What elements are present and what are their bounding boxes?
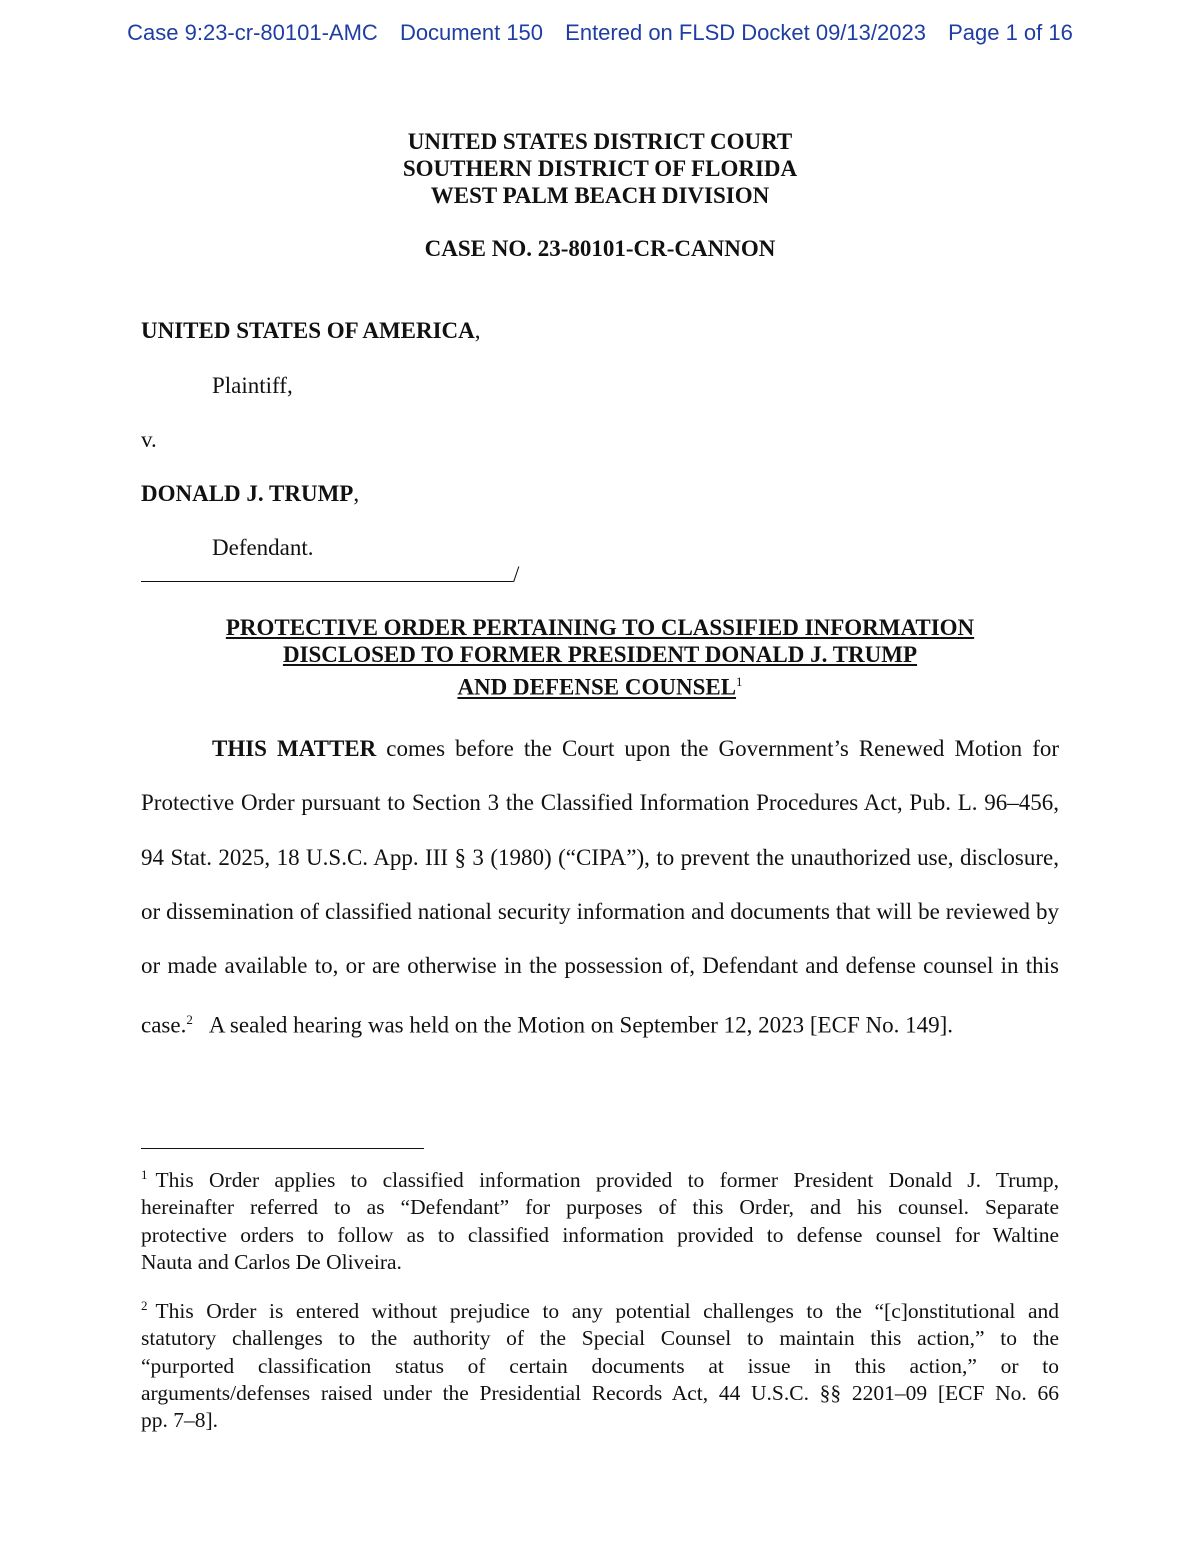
plaintiff-line <box>141 318 481 344</box>
footnote-1-line-2: hereinafter referred to as “Defendant” for purposes of this Order, and his counsel. Separate <box>141 1195 1059 1220</box>
footnote-ref-1: 1 <box>736 674 743 689</box>
body-lead: THIS MATTER <box>212 736 377 761</box>
docket-document-number: Document 150 <box>399 20 544 45</box>
order-title-line-3: AND DEFENSE COUNSEL <box>457 674 737 700</box>
order-title-line-1: PROTECTIVE ORDER PERTAINING TO CLASSIFIED INFORMATION <box>225 615 975 640</box>
footnote-1 <box>141 1161 1059 1276</box>
order-title <box>0 614 1200 701</box>
plaintiff-name: UNITED STATES OF AMERICA <box>141 318 475 343</box>
body-line-2: Protective Order pursuant to Section 3 the Classified Information Procedures Act, Pub. L. 96–456, <box>141 790 1059 816</box>
defendant-name: DONALD J. TRUMP <box>141 481 354 506</box>
footnote-2-line-3: “purported classification status of certain documents at issue in this action,” or to <box>141 1353 1059 1378</box>
body-line-6-text: A sealed hearing was held on the Motion on September 12, 2023 [ECF No. 149]. <box>208 1013 953 1039</box>
footnote-1-number: 1 <box>141 1167 148 1182</box>
footnote-2-line-5: pp. 7–8]. <box>141 1407 219 1432</box>
body-line-4: or dissemination of classified national security information and documents that will be reviewed by <box>141 898 1059 924</box>
caption-rule <box>141 563 513 582</box>
court-name: UNITED STATES DISTRICT COURT <box>407 129 793 154</box>
case-number-heading: CASE NO. 23-80101-CR-CANNON <box>424 236 776 261</box>
body-line-6 <box>141 993 1059 1047</box>
footnote-1-text-1: This Order applies to classified information provided to former President Donald J. Trump, <box>155 1168 1059 1193</box>
court-heading <box>0 128 1200 209</box>
caption-slash: / <box>513 562 520 587</box>
footnote-separator <box>141 1148 424 1149</box>
footnote-2 <box>141 1292 1059 1434</box>
court-district: SOUTHERN DISTRICT OF FLORIDA <box>402 156 798 181</box>
versus-label: v. <box>141 427 157 452</box>
order-title-line-2: DISCLOSED TO FORMER PRESIDENT DONALD J. TRUMP <box>282 642 918 667</box>
footnote-2-text-1: This Order is entered without prejudice to any potential challenges to the “[c]onstitutional and <box>155 1299 1059 1324</box>
docket-page-number: Page 1 of 16 <box>948 20 1073 45</box>
plaintiff-label: Plaintiff, <box>212 373 293 398</box>
body-line-5: or made available to, or are otherwise in the possession of, Defendant and defense counsel in this <box>141 953 1059 979</box>
footnote-2-number: 2 <box>141 1298 148 1313</box>
plaintiff-comma: , <box>474 318 481 343</box>
body-line-3: 94 Stat. 2025, 18 U.S.C. App. III § 3 (1980) (“CIPA”), to prevent the unauthorized use, disclosure, <box>141 844 1059 870</box>
footnote-2-line-4: arguments/defenses raised under the Presidential Records Act, 44 U.S.C. §§ 2201–09 [ECF No. 66 <box>141 1380 1059 1405</box>
footnote-1-line-1 <box>141 1161 1059 1194</box>
docket-entered-date: Entered on FLSD Docket 09/13/2023 <box>565 20 926 45</box>
defendant-label: Defendant. <box>212 535 314 560</box>
footnote-2-line-1 <box>141 1292 1059 1325</box>
defendant-comma: , <box>353 481 360 506</box>
docket-case-number: Case 9:23-cr-80101-AMC <box>127 20 378 45</box>
order-body-paragraph <box>141 722 1059 1048</box>
footnote-1-line-4: Nauta and Carlos De Oliveira. <box>141 1249 402 1274</box>
footnote-1-line-3: protective orders to follow as to classified information provided to defense counsel for Waltine <box>141 1222 1059 1247</box>
defendant-line <box>141 481 359 507</box>
footnote-ref-2: 2 <box>186 1012 193 1028</box>
body-line-6-start: case. <box>141 1013 187 1039</box>
court-division: WEST PALM BEACH DIVISION <box>430 183 770 208</box>
body-line-1 <box>141 722 1059 776</box>
caption-closing-line <box>141 562 519 588</box>
docket-header-stamp <box>0 20 1200 46</box>
body-line-1-text: comes before the Court upon the Government’s Renewed Motion for <box>386 736 1060 761</box>
footnote-2-line-2: statutory challenges to the authority of the Special Counsel to maintain this action,” to the <box>141 1326 1059 1351</box>
